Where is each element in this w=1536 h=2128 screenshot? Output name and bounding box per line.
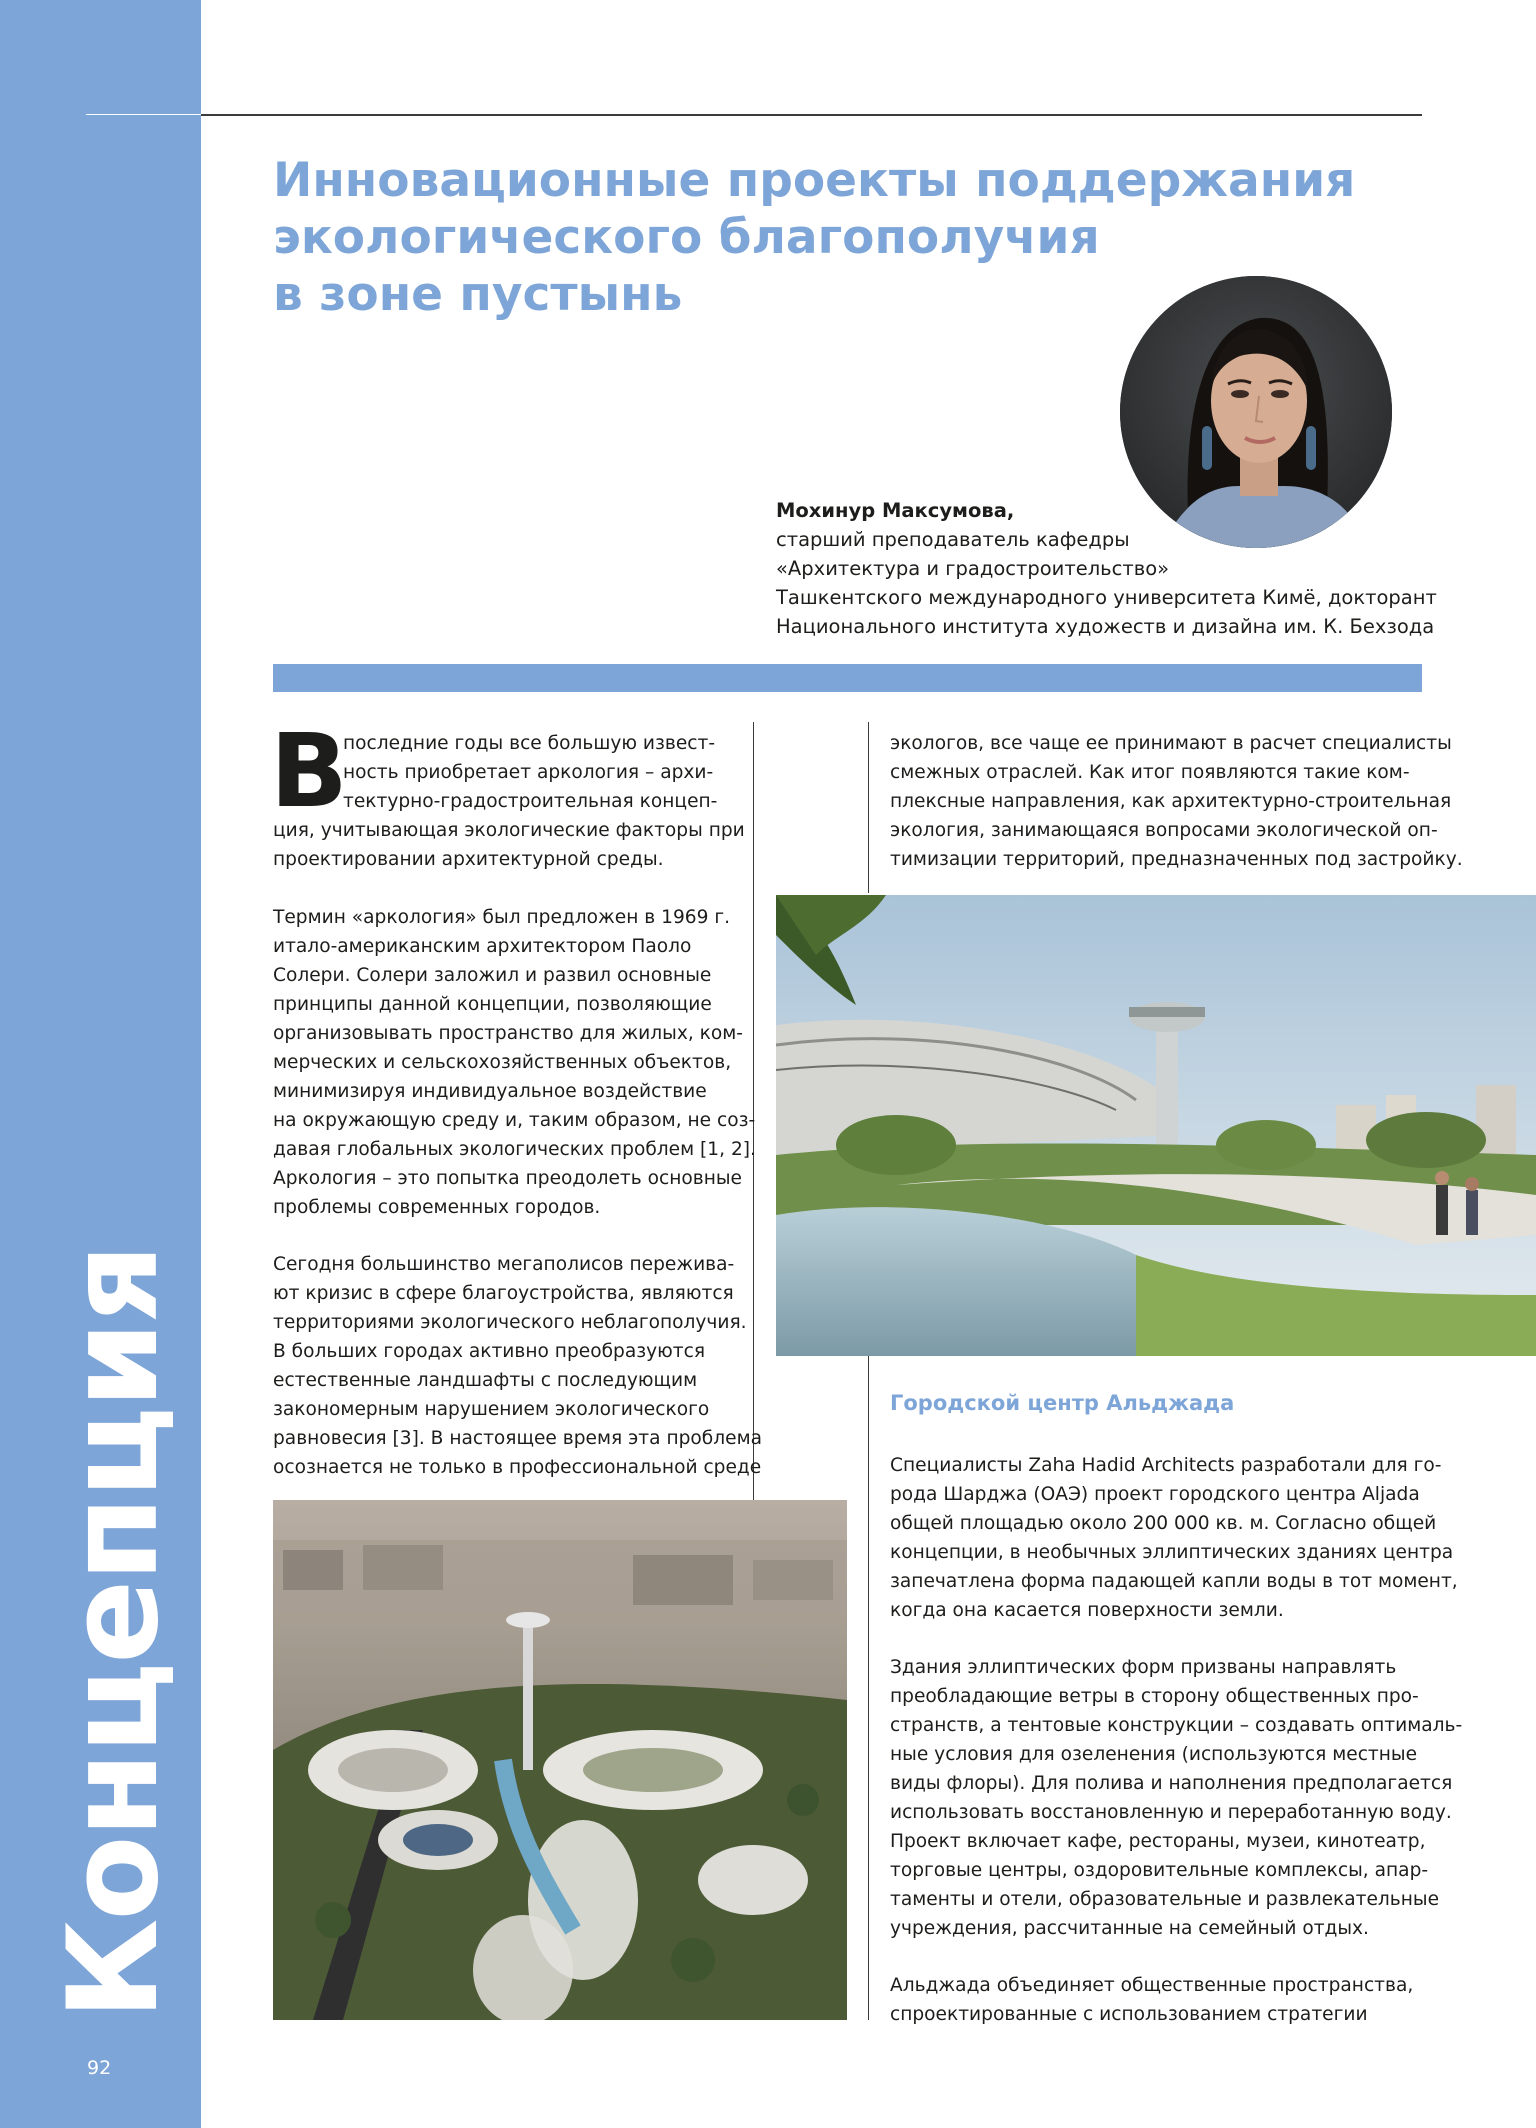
paragraph-zaha-hadid: [890, 1451, 1458, 1625]
text-line: Аркология – это попытка преодолеть основные: [273, 1168, 743, 1189]
author-name: Мохинур Максумова,: [776, 499, 1015, 522]
aljada-aerial-render: [273, 1500, 847, 2020]
text-line: таменты и отели, образовательные и развлекательные: [890, 1889, 1440, 1910]
text-line: виды флоры). Для полива и наполнения предполагается: [890, 1773, 1453, 1794]
title-line: Инновационные проекты поддержания: [273, 153, 1356, 208]
paragraph-megacities: [273, 1250, 762, 1482]
text-line: Здания эллиптических форм призваны направлять: [890, 1657, 1397, 1678]
text-line: смежных отраслей. Как итог появляются такие ком-: [890, 762, 1410, 783]
text-line: Специалисты Zaha Hadid Architects разработали для го-: [890, 1455, 1442, 1476]
text-line: В больших городах активно преобразуются: [273, 1341, 706, 1362]
text-line: давая глобальных экологических проблем [1, 2].: [273, 1139, 756, 1160]
text-line: странств, а тентовые конструкции – создавать оптималь-: [890, 1715, 1463, 1736]
text-line: проблемы современных городов.: [273, 1197, 601, 1218]
author-info: [776, 496, 1437, 641]
text-line: Солери. Солери заложил и развил основные: [273, 965, 712, 986]
text-line: ность приобретает аркология – архи-: [343, 762, 714, 783]
text-line: минимизируя индивидуальное воздействие: [273, 1081, 707, 1102]
text-line: осознается не только в профессиональной среде: [273, 1457, 762, 1478]
title-line: в зоне пустынь: [273, 267, 683, 322]
text-line: рода Шарджа (ОАЭ) проект городского центра Aljada: [890, 1484, 1420, 1505]
text-line: на окружающую среду и, таким образом, не соз-: [273, 1110, 756, 1131]
text-line: Сегодня большинство мегаполисов пережива-: [273, 1254, 735, 1275]
text-line: ют кризис в сфере благоустройства, являются: [273, 1283, 734, 1304]
drop-cap: В: [270, 712, 348, 831]
section-label: Концепция: [42, 1245, 186, 2020]
text-line: плексные направления, как архитектурно-строительная: [890, 791, 1452, 812]
paragraph-arcology-term: [273, 903, 756, 1222]
text-line: мерческих и сельскохозяйственных объектов,: [273, 1052, 732, 1073]
text-line: преобладающие ветры в сторону общественных про-: [890, 1686, 1419, 1707]
column-divider: [868, 722, 869, 893]
page-number: 92: [87, 2057, 112, 2079]
author-line: Национального института художеств и дизайна им. К. Бехзода: [776, 615, 1435, 638]
header-rule: [201, 114, 1422, 116]
text-line: концепции, в необычных эллиптических зданиях центра: [890, 1542, 1454, 1563]
section-subheading: Городской центр Альджада: [890, 1391, 1235, 1415]
text-line: тектурно-градостроительная концеп-: [343, 791, 718, 812]
paragraph-ecologists: [890, 729, 1463, 874]
column-divider: [868, 1356, 869, 2020]
text-line: итало-американским архитектором Паоло: [273, 936, 692, 957]
text-line: торговые центры, оздоровительные комплексы, апар-: [890, 1860, 1429, 1881]
text-line: когда она касается поверхности земли.: [890, 1600, 1284, 1621]
title-line: экологического благополучия: [273, 210, 1100, 265]
text-line: экологов, все чаще ее принимают в расчет специалисты: [890, 733, 1452, 754]
text-line: общей площадью около 200 000 кв. м. Согласно общей: [890, 1513, 1437, 1534]
text-line: ция, учитывающая экологические факторы при: [273, 820, 745, 841]
author-line: старший преподаватель кафедры: [776, 528, 1130, 551]
aljada-park-render: [776, 895, 1536, 1356]
accent-bar: [273, 664, 1422, 692]
paragraph-aljada-unites: [890, 1971, 1413, 2029]
text-line: последние годы все большую извест-: [343, 733, 716, 754]
text-line: естественные ландшафты с последующим: [273, 1370, 698, 1391]
text-line: использовать восстановленную и переработанную воду.: [890, 1802, 1452, 1823]
text-line: экология, занимающаяся вопросами экологической оп-: [890, 820, 1438, 841]
text-line: принципы данной концепции, позволяющие: [273, 994, 712, 1015]
intro-paragraph: [343, 729, 717, 816]
text-line: равновесия [3]. В настоящее время эта проблема: [273, 1428, 762, 1449]
text-line: территориями экологического неблагополучия.: [273, 1312, 747, 1333]
text-line: ные условия для озеленения (используются местные: [890, 1744, 1418, 1765]
sidebar-rule: [86, 114, 201, 115]
text-line: Термин «аркология» был предложен в 1969 г.: [273, 907, 731, 928]
text-line: спроектированные с использованием стратегии: [890, 2004, 1368, 2025]
author-line: «Архитектура и градостроительство»: [776, 557, 1170, 580]
author-line: Ташкентского международного университета Кимё, докторант: [776, 586, 1437, 609]
text-line: организовывать пространство для жилых, ком-: [273, 1023, 743, 1044]
text-line: закономерным нарушением экологического: [273, 1399, 710, 1420]
text-line: Альджада объединяет общественные пространства,: [890, 1975, 1414, 1996]
text-line: тимизации территорий, предназначенных под застройку.: [890, 849, 1463, 870]
text-line: запечатлена форма падающей капли воды в тот момент,: [890, 1571, 1458, 1592]
intro-paragraph-cont: [273, 816, 745, 874]
text-line: Проект включает кафе, рестораны, музеи, кинотеатр,: [890, 1831, 1426, 1852]
paragraph-elliptical-buildings: [890, 1653, 1462, 1943]
text-line: учреждения, рассчитанные на семейный отдых.: [890, 1918, 1369, 1939]
text-line: проектировании архитектурной среды.: [273, 849, 664, 870]
